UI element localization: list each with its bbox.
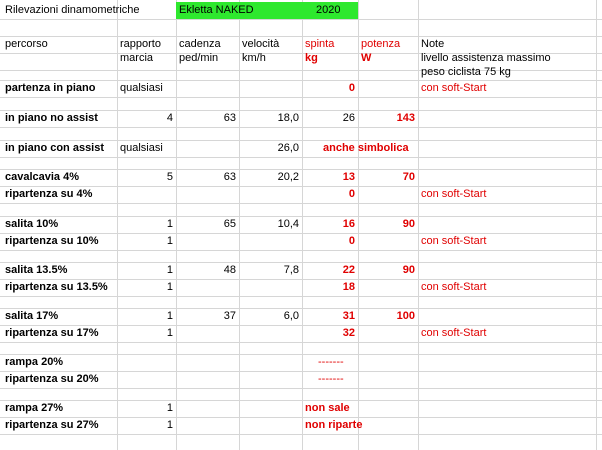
cell-rapporto[interactable]: 1 — [166, 218, 173, 230]
row-label[interactable]: ripartenza su 4% — [5, 188, 93, 200]
cell-spinta[interactable]: 0 — [348, 82, 355, 94]
header-velocita-unit[interactable]: km/h — [242, 52, 266, 64]
cell-velocita[interactable]: 20,2 — [277, 171, 299, 183]
row-label[interactable]: cavalcavia 4% — [5, 171, 80, 183]
cell-spinta[interactable]: ------- — [318, 356, 344, 368]
grid-line — [0, 296, 602, 297]
cell-velocita[interactable]: 18,0 — [277, 112, 299, 124]
cell-rapporto[interactable]: 1 — [166, 402, 173, 414]
header-percorso[interactable]: percorso — [5, 38, 48, 50]
cell-rapporto[interactable]: 1 — [166, 235, 173, 247]
cell-rapporto[interactable]: 1 — [166, 327, 173, 339]
cell-cadenza[interactable]: 37 — [223, 310, 236, 322]
cell-note[interactable]: con soft-Start — [421, 235, 487, 247]
sheet-title[interactable]: Rilevazioni dinamometriche — [5, 4, 140, 16]
row-label[interactable]: salita 13.5% — [5, 264, 68, 276]
cell-spinta[interactable]: anche simbolica — [323, 142, 409, 154]
cell-rapporto[interactable]: qualsiasi — [120, 82, 163, 94]
grid-line — [0, 19, 602, 20]
cell-potenza[interactable]: 90 — [402, 264, 415, 276]
cell-potenza[interactable]: 143 — [396, 112, 415, 124]
grid-line — [0, 250, 602, 251]
cell-spinta[interactable]: 0 — [348, 235, 355, 247]
header-marcia[interactable]: marcia — [120, 52, 154, 64]
model-name: Ekletta NAKED — [179, 4, 254, 16]
cell-velocita[interactable]: 7,8 — [283, 264, 299, 276]
cell-rapporto[interactable]: 1 — [166, 264, 173, 276]
row-label[interactable]: ripartenza su 27% — [5, 419, 99, 431]
cell-velocita[interactable]: 10,4 — [277, 218, 299, 230]
header-spinta[interactable]: spinta — [305, 38, 335, 50]
cell-cadenza[interactable]: 48 — [223, 264, 236, 276]
row-label[interactable]: in piano no assist — [5, 112, 98, 124]
cell-spinta[interactable]: 31 — [342, 310, 355, 322]
row-label[interactable]: rampa 27% — [5, 402, 64, 414]
grid-line — [0, 203, 602, 204]
cell-note[interactable]: con soft-Start — [421, 327, 487, 339]
header-note-peso[interactable]: peso ciclista 75 kg — [421, 66, 511, 78]
cell-spinta[interactable]: non riparte — [305, 419, 363, 431]
cell-spinta[interactable]: 13 — [342, 171, 355, 183]
header-potenza-unit[interactable]: W — [361, 52, 372, 64]
grid-line — [0, 97, 602, 98]
cell-note[interactable]: con soft-Start — [421, 82, 487, 94]
grid-line — [0, 388, 602, 389]
grid-line — [0, 354, 602, 355]
row-label[interactable]: in piano con assist — [5, 142, 105, 154]
header-cadenza[interactable]: cadenza — [179, 38, 221, 50]
header-spinta-unit[interactable]: kg — [305, 52, 318, 64]
grid-line — [0, 342, 602, 343]
row-label[interactable]: rampa 20% — [5, 356, 64, 368]
cell-velocita[interactable]: 6,0 — [283, 310, 299, 322]
cell-spinta[interactable]: 18 — [342, 281, 355, 293]
row-label[interactable]: salita 10% — [5, 218, 59, 230]
cell-spinta[interactable]: 26 — [342, 112, 355, 124]
cell-note[interactable]: con soft-Start — [421, 281, 487, 293]
row-label[interactable]: ripartenza su 20% — [5, 373, 99, 385]
cell-cadenza[interactable]: 63 — [223, 171, 236, 183]
grid-line — [0, 127, 602, 128]
cell-rapporto[interactable]: 1 — [166, 310, 173, 322]
cell-rapporto[interactable]: qualsiasi — [120, 142, 163, 154]
header-note-assistenza[interactable]: livello assistenza massimo — [421, 52, 551, 64]
grid-line — [596, 0, 597, 450]
row-label[interactable]: ripartenza su 13.5% — [5, 281, 108, 293]
cell-spinta[interactable]: 22 — [342, 264, 355, 276]
model-year: 2020 — [316, 4, 341, 16]
cell-spinta[interactable]: 16 — [342, 218, 355, 230]
grid-line — [0, 434, 602, 435]
cell-cadenza[interactable]: 63 — [223, 112, 236, 124]
header-cadenza-unit[interactable]: ped/min — [179, 52, 219, 64]
grid-line — [0, 157, 602, 158]
row-label[interactable]: ripartenza su 10% — [5, 235, 99, 247]
cell-rapporto[interactable]: 5 — [166, 171, 173, 183]
row-label[interactable]: partenza in piano — [5, 82, 96, 94]
cell-cadenza[interactable]: 65 — [223, 218, 236, 230]
header-velocita[interactable]: velocità — [242, 38, 280, 50]
cell-potenza[interactable]: 70 — [402, 171, 415, 183]
cell-velocita[interactable]: 26,0 — [277, 142, 299, 154]
cell-spinta[interactable]: ------- — [318, 373, 344, 385]
row-label[interactable]: ripartenza su 17% — [5, 327, 99, 339]
row-label[interactable]: salita 17% — [5, 310, 59, 322]
cell-spinta[interactable]: 32 — [342, 327, 355, 339]
cell-potenza[interactable]: 90 — [402, 218, 415, 230]
cell-note[interactable]: con soft-Start — [421, 188, 487, 200]
cell-rapporto[interactable]: 4 — [166, 112, 173, 124]
header-potenza[interactable]: potenza — [361, 38, 401, 50]
model-cell[interactable] — [176, 2, 358, 19]
cell-spinta[interactable]: non sale — [305, 402, 350, 414]
header-note[interactable]: Note — [421, 38, 445, 50]
cell-rapporto[interactable]: 1 — [166, 281, 173, 293]
grid-line — [0, 400, 602, 401]
cell-spinta[interactable]: 0 — [348, 188, 355, 200]
cell-potenza[interactable]: 100 — [396, 310, 415, 322]
cell-rapporto[interactable]: 1 — [166, 419, 173, 431]
grid-line — [0, 36, 602, 37]
header-rapporto[interactable]: rapporto — [120, 38, 161, 50]
